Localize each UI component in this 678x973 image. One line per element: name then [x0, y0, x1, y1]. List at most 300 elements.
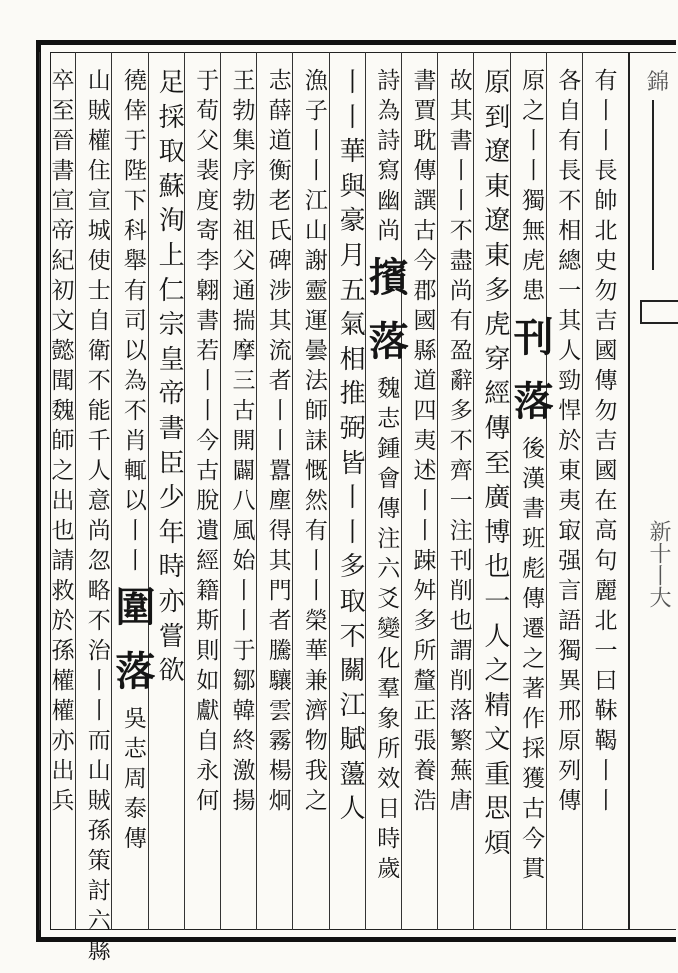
glyph: 縣 — [87, 938, 111, 964]
glyph: 羣 — [377, 676, 401, 702]
glyph: 忽 — [87, 548, 111, 574]
glyph: 悍 — [558, 398, 582, 424]
glyph: 一 — [558, 278, 582, 304]
glyph: 于 — [123, 128, 147, 154]
glyph: 肖 — [123, 428, 147, 454]
glyph: 討 — [87, 878, 111, 904]
glyph: 國 — [594, 458, 618, 484]
glyph: 丨 — [522, 158, 546, 184]
glyph: 權 — [51, 668, 75, 694]
glyph: 勃 — [232, 188, 256, 214]
glyph: 古 — [522, 796, 546, 822]
glyph: 濟 — [304, 698, 328, 724]
glyph: 勿 — [594, 278, 618, 304]
glyph: 下 — [123, 188, 147, 214]
glyph: 為 — [123, 368, 147, 394]
glyph: 多 — [449, 398, 473, 424]
glyph: 孫 — [51, 638, 75, 664]
glyph: 北 — [594, 218, 618, 244]
glyph: 何 — [196, 788, 220, 814]
glyph: 高 — [594, 518, 618, 544]
glyph: 踈 — [413, 548, 437, 574]
glyph: 聞 — [51, 368, 75, 394]
glyph: 丨 — [594, 98, 618, 124]
glyph: 削 — [449, 668, 473, 694]
glyph: 相 — [558, 218, 582, 244]
glyph: 祖 — [232, 218, 256, 244]
glyph: 驤 — [268, 668, 292, 694]
glyph: 初 — [51, 278, 75, 304]
glyph: 之 — [522, 646, 546, 672]
glyph: 唐 — [449, 788, 473, 814]
glyph: 舉 — [123, 248, 147, 274]
glyph: 文 — [484, 725, 511, 756]
glyph: 山 — [87, 68, 111, 94]
glyph: 也 — [484, 552, 511, 583]
glyph: 李 — [196, 248, 220, 274]
glyph: 圍 — [115, 584, 156, 631]
glyph: 丨 — [339, 483, 366, 514]
glyph: 子 — [304, 98, 328, 124]
glyph: 遼 — [484, 137, 511, 168]
glyph: 丨 — [232, 608, 256, 634]
glyph: 懿 — [51, 338, 75, 364]
glyph: 效 — [377, 766, 401, 792]
glyph: 在 — [594, 488, 618, 514]
glyph: 得 — [268, 518, 292, 544]
glyph: 帥 — [594, 188, 618, 214]
glyph: 翺 — [196, 278, 220, 304]
text-column-c16 — [41, 66, 85, 926]
glyph: 尚 — [449, 278, 473, 304]
glyph: 書 — [522, 496, 546, 522]
glyph: 誄 — [304, 428, 328, 454]
glyph: 豪 — [339, 206, 366, 237]
glyph: 三 — [232, 368, 256, 394]
glyph: 陛 — [123, 158, 147, 184]
glyph: 賦 — [339, 725, 366, 756]
glyph: 强 — [558, 548, 582, 574]
glyph: 古 — [232, 398, 256, 424]
glyph: 賊 — [87, 788, 111, 814]
glyph: 物 — [304, 728, 328, 754]
glyph: 司 — [123, 308, 147, 334]
glyph: 宗 — [158, 310, 185, 341]
glyph: 爻 — [377, 586, 401, 612]
glyph: 詩 — [377, 128, 401, 154]
glyph: 囂 — [268, 458, 292, 484]
glyph: 國 — [594, 338, 618, 364]
glyph: 以 — [123, 338, 147, 364]
glyph: 蕪 — [449, 758, 473, 784]
glyph: 泰 — [123, 796, 147, 822]
glyph: 五 — [339, 275, 366, 306]
glyph: 一 — [594, 638, 618, 664]
glyph: 山 — [304, 218, 328, 244]
glyph: 自 — [558, 98, 582, 124]
glyph: 使 — [87, 248, 111, 274]
glyph: 譔 — [413, 188, 437, 214]
glyph: 東 — [484, 240, 511, 271]
glyph: 志 — [268, 68, 292, 94]
glyph: 其 — [558, 308, 582, 334]
glyph: 氣 — [339, 310, 366, 341]
glyph: 書 — [51, 158, 75, 184]
glyph: 變 — [377, 616, 401, 642]
glyph: 歲 — [377, 856, 401, 882]
glyph: 於 — [51, 608, 75, 634]
glyph: 序 — [232, 158, 256, 184]
glyph: 丨 — [196, 398, 220, 424]
glyph: 吳 — [123, 706, 147, 732]
glyph: 丨 — [304, 158, 328, 184]
glyph: 紀 — [51, 248, 75, 274]
glyph: 博 — [484, 517, 511, 548]
glyph: 千 — [87, 428, 111, 454]
glyph: 救 — [51, 578, 75, 604]
glyph: 魏 — [377, 376, 401, 402]
glyph: 裴 — [196, 158, 220, 184]
glyph: 不 — [87, 608, 111, 634]
glyph: 也 — [449, 608, 473, 634]
glyph: 卒 — [51, 68, 75, 94]
glyph: 丨 — [339, 102, 366, 133]
glyph: 書 — [196, 308, 220, 334]
glyph: 東 — [484, 171, 511, 202]
glyph: 靈 — [304, 278, 328, 304]
fold-top-text: 錦 — [646, 70, 669, 95]
glyph: 有 — [123, 278, 147, 304]
glyph: 原 — [522, 68, 546, 94]
glyph: 華 — [339, 137, 366, 168]
glyph: 之 — [484, 656, 511, 687]
glyph: 丨 — [304, 578, 328, 604]
glyph: 皇 — [158, 344, 185, 375]
glyph: 荀 — [196, 98, 220, 124]
glyph: 氏 — [268, 218, 292, 244]
glyph: 虎 — [484, 310, 511, 341]
glyph: 如 — [196, 668, 220, 694]
glyph: 月 — [339, 240, 366, 271]
glyph: 落 — [115, 648, 156, 695]
glyph: 列 — [558, 758, 582, 784]
glyph: 注 — [377, 526, 401, 552]
glyph: 到 — [484, 102, 511, 133]
glyph: 詩 — [377, 68, 401, 94]
glyph: 縣 — [413, 338, 437, 364]
glyph: 孫 — [87, 818, 111, 844]
glyph: 四 — [413, 398, 437, 424]
fold-side-text: 新十丨大 — [646, 520, 671, 608]
glyph: 權 — [51, 698, 75, 724]
glyph: 關 — [339, 656, 366, 687]
glyph: 丨 — [339, 68, 366, 98]
glyph: 丨 — [449, 158, 473, 184]
glyph: 亦 — [158, 586, 185, 617]
glyph: 各 — [558, 68, 582, 94]
glyph: 落 — [513, 378, 554, 425]
glyph: 仁 — [158, 275, 185, 306]
glyph: 皆 — [339, 448, 366, 479]
glyph: 薛 — [268, 98, 292, 124]
glyph: 總 — [558, 248, 582, 274]
glyph: 句 — [594, 548, 618, 574]
glyph: 人 — [87, 458, 111, 484]
glyph: 者 — [268, 608, 292, 634]
glyph: 夷 — [558, 488, 582, 514]
glyph: 繁 — [449, 728, 473, 754]
glyph: 注 — [449, 518, 473, 544]
glyph: 經 — [196, 548, 220, 574]
column-rule — [39, 52, 40, 930]
glyph: 勃 — [232, 98, 256, 124]
glyph: 彪 — [522, 556, 546, 582]
glyph: 集 — [232, 128, 256, 154]
glyph: 衛 — [87, 338, 111, 364]
glyph: 多 — [484, 275, 511, 306]
glyph: 終 — [232, 728, 256, 754]
glyph: 少 — [158, 483, 185, 514]
glyph: 言 — [558, 578, 582, 604]
glyph: 我 — [304, 758, 328, 784]
glyph: 盡 — [449, 248, 473, 274]
glyph: 多 — [413, 608, 437, 634]
glyph: 自 — [87, 308, 111, 334]
glyph: 於 — [558, 428, 582, 454]
glyph: 傳 — [522, 586, 546, 612]
glyph: 道 — [268, 128, 292, 154]
glyph: 徺 — [123, 68, 147, 94]
glyph: 患 — [522, 278, 546, 304]
glyph: 郡 — [413, 278, 437, 304]
glyph: 丨 — [594, 128, 618, 154]
glyph: 會 — [377, 466, 401, 492]
glyph: 浩 — [413, 788, 437, 814]
glyph: 貫 — [522, 856, 546, 882]
glyph: 多 — [339, 552, 366, 583]
glyph: 落 — [368, 318, 409, 365]
glyph: 語 — [558, 608, 582, 634]
glyph: 獲 — [522, 766, 546, 792]
glyph: 慨 — [304, 458, 328, 484]
glyph: 班 — [522, 526, 546, 552]
glyph: 至 — [51, 98, 75, 124]
glyph: 穿 — [484, 344, 511, 375]
glyph: 傳 — [413, 158, 437, 184]
glyph: 有 — [558, 128, 582, 154]
glyph: 志 — [377, 406, 401, 432]
glyph: 今 — [196, 428, 220, 454]
glyph: 丨 — [594, 788, 618, 814]
glyph: 東 — [558, 458, 582, 484]
glyph: 今 — [522, 826, 546, 852]
glyph: 帝 — [158, 379, 185, 410]
glyph: 遺 — [196, 518, 220, 544]
glyph: 有 — [449, 308, 473, 334]
glyph: 丨 — [268, 428, 292, 454]
glyph: 宣 — [51, 188, 75, 214]
glyph: 科 — [123, 218, 147, 244]
glyph: 獻 — [196, 698, 220, 724]
glyph: 蘯 — [339, 759, 366, 790]
glyph: 有 — [304, 518, 328, 544]
glyph: 不 — [449, 218, 473, 244]
glyph: 霧 — [268, 728, 292, 754]
glyph: 尚 — [87, 518, 111, 544]
glyph: 若 — [196, 338, 220, 364]
glyph: 韓 — [232, 698, 256, 724]
glyph: 度 — [196, 188, 220, 214]
glyph: 辭 — [449, 368, 473, 394]
glyph: 人 — [558, 338, 582, 364]
glyph: 相 — [339, 344, 366, 375]
glyph: 齊 — [449, 458, 473, 484]
glyph: 于 — [196, 68, 220, 94]
glyph: 史 — [594, 248, 618, 274]
glyph: 異 — [558, 668, 582, 694]
glyph: 述 — [413, 458, 437, 484]
glyph: 傳 — [123, 826, 147, 852]
glyph: 出 — [51, 758, 75, 784]
glyph: 漢 — [522, 466, 546, 492]
glyph: 鄒 — [232, 668, 256, 694]
glyph: 洵 — [158, 206, 185, 237]
glyph: 然 — [304, 488, 328, 514]
glyph: 鍾 — [377, 436, 401, 462]
glyph: 盈 — [449, 338, 473, 364]
glyph: 重 — [484, 759, 511, 790]
glyph: 文 — [51, 308, 75, 334]
glyph: 曰 — [594, 668, 618, 694]
glyph: 曇 — [304, 338, 328, 364]
glyph: 廣 — [484, 483, 511, 514]
glyph: 騰 — [268, 638, 292, 664]
glyph: 雲 — [268, 698, 292, 724]
glyph: 涉 — [268, 278, 292, 304]
glyph: 有 — [594, 68, 618, 94]
glyph: 晉 — [51, 128, 75, 154]
glyph: 榮 — [304, 608, 328, 634]
glyph: 取 — [158, 137, 185, 168]
glyph: 者 — [268, 368, 292, 394]
glyph: 宣 — [87, 188, 111, 214]
glyph: 至 — [484, 448, 511, 479]
glyph: 八 — [232, 488, 256, 514]
glyph: 丨 — [449, 188, 473, 214]
glyph: 釐 — [413, 668, 437, 694]
glyph: 闢 — [232, 458, 256, 484]
glyph: 揚 — [232, 788, 256, 814]
glyph: 不 — [123, 398, 147, 424]
glyph: 擯 — [368, 254, 409, 301]
glyph: 山 — [87, 758, 111, 784]
glyph: 炯 — [268, 788, 292, 814]
glyph: 國 — [413, 308, 437, 334]
glyph: 出 — [51, 488, 75, 514]
glyph: 足 — [158, 68, 185, 98]
glyph: 丨 — [87, 698, 111, 724]
glyph: 嘗 — [158, 621, 185, 652]
glyph: 獨 — [522, 188, 546, 214]
glyph: 刊 — [513, 314, 554, 361]
glyph: 與 — [339, 171, 366, 202]
glyph: 今 — [413, 248, 437, 274]
glyph: 志 — [123, 736, 147, 762]
glyph: 鞨 — [594, 728, 618, 754]
glyph: 斯 — [196, 608, 220, 634]
glyph: 夷 — [413, 428, 437, 454]
glyph: 舛 — [413, 578, 437, 604]
glyph: 丨 — [304, 128, 328, 154]
glyph: 塵 — [268, 488, 292, 514]
glyph: 所 — [413, 638, 437, 664]
glyph: 遼 — [484, 206, 511, 237]
glyph: 推 — [339, 379, 366, 410]
glyph: 古 — [196, 458, 220, 484]
glyph: 傳 — [377, 496, 401, 522]
glyph: 遷 — [522, 616, 546, 642]
glyph: 亦 — [51, 728, 75, 754]
glyph: 象 — [377, 706, 401, 732]
glyph: 㝡 — [558, 518, 582, 544]
glyph: 道 — [413, 368, 437, 394]
glyph: 長 — [594, 158, 618, 184]
glyph: 丨 — [87, 668, 111, 694]
glyph: 帝 — [51, 218, 75, 244]
glyph: 丨 — [594, 758, 618, 784]
glyph: 吉 — [594, 308, 618, 334]
glyph: 不 — [558, 188, 582, 214]
glyph: 書 — [449, 128, 473, 154]
glyph: 煩 — [484, 829, 511, 860]
glyph: 能 — [87, 398, 111, 424]
glyph: 謝 — [304, 248, 328, 274]
glyph: 父 — [232, 248, 256, 274]
glyph: 勁 — [558, 368, 582, 394]
glyph: 丨 — [413, 488, 437, 514]
glyph: 流 — [268, 338, 292, 364]
glyph: 風 — [232, 518, 256, 544]
glyph: 後 — [522, 436, 546, 462]
glyph: 時 — [158, 552, 185, 583]
glyph: 而 — [87, 728, 111, 754]
glyph: 衡 — [268, 158, 292, 184]
glyph: 吉 — [594, 428, 618, 454]
glyph: 其 — [268, 308, 292, 334]
glyph: 則 — [196, 638, 220, 664]
glyph: 之 — [522, 98, 546, 124]
fold-mark — [652, 100, 654, 270]
glyph: 父 — [196, 128, 220, 154]
glyph: 時 — [377, 826, 401, 852]
glyph: 運 — [304, 308, 328, 334]
glyph: 思 — [484, 794, 511, 825]
glyph: 丨 — [413, 518, 437, 544]
glyph: 採 — [522, 736, 546, 762]
glyph: 寄 — [196, 218, 220, 244]
glyph: 長 — [558, 158, 582, 184]
glyph: 老 — [268, 188, 292, 214]
glyph: 人 — [339, 794, 366, 825]
glyph: 一 — [484, 586, 511, 617]
glyph: 楊 — [268, 758, 292, 784]
glyph: 書 — [413, 68, 437, 94]
glyph: 賈 — [413, 98, 437, 124]
glyph: 自 — [196, 728, 220, 754]
glyph: 揣 — [232, 308, 256, 334]
glyph: 于 — [232, 638, 256, 664]
glyph: 周 — [123, 766, 147, 792]
